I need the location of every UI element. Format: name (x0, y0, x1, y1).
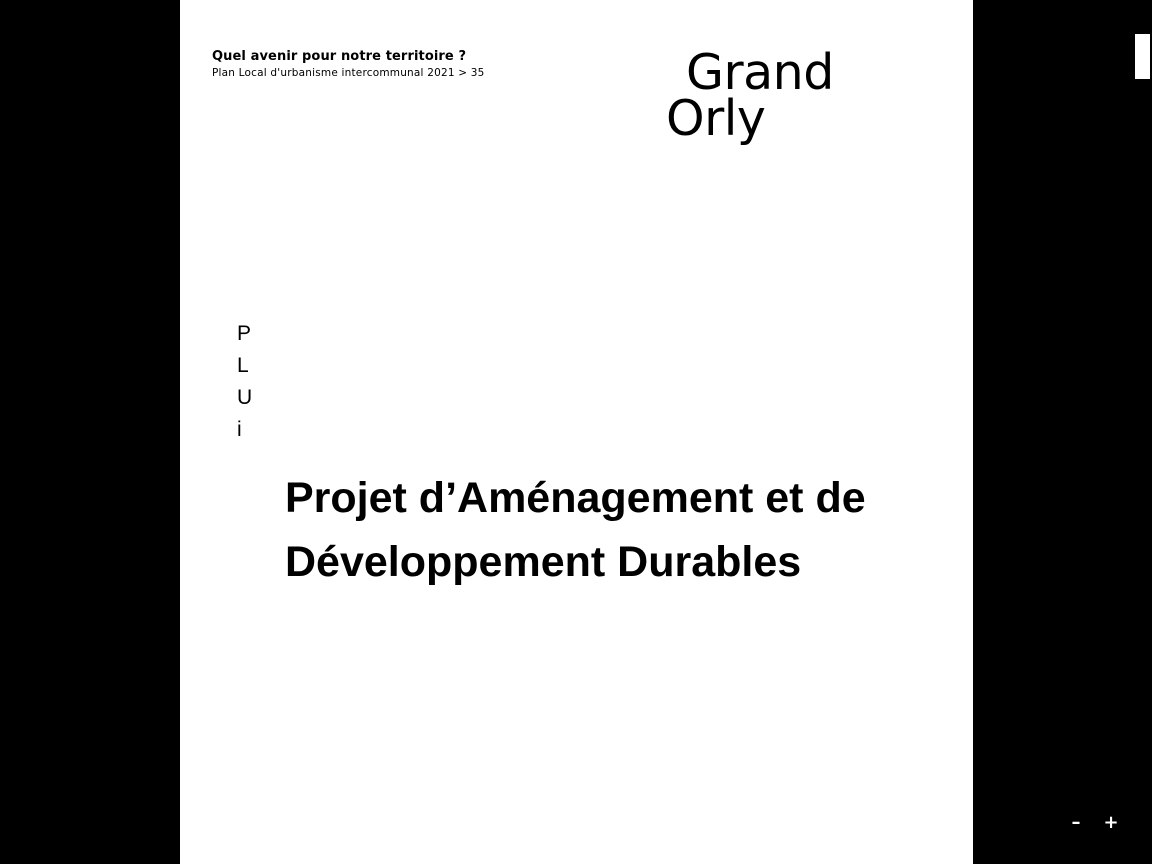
logo-line-2: Orly (666, 90, 766, 147)
zoom-in-button[interactable]: + (1103, 812, 1119, 833)
header-subtitle: Plan Local d'urbanisme intercommunal 2021 > 35 (212, 67, 485, 79)
plui-letter: U (237, 386, 253, 409)
document-title-line-1: Projet d’Aménagement et de (285, 474, 866, 522)
scrollbar-thumb[interactable] (1135, 34, 1150, 79)
zoom-out-button[interactable]: – (1071, 812, 1081, 833)
document-title (285, 466, 965, 594)
document-page (180, 0, 973, 864)
plui-vertical-label (237, 318, 257, 446)
header-title: Quel avenir pour notre territoire ? (212, 49, 467, 64)
plui-letter: P (237, 322, 252, 345)
logo-line-1: Grand (686, 44, 834, 101)
plui-letter: L (237, 354, 249, 377)
grand-orly-logo (666, 44, 866, 147)
document-title-line-2: Développement Durables (285, 538, 802, 586)
plui-letter: i (237, 418, 242, 441)
